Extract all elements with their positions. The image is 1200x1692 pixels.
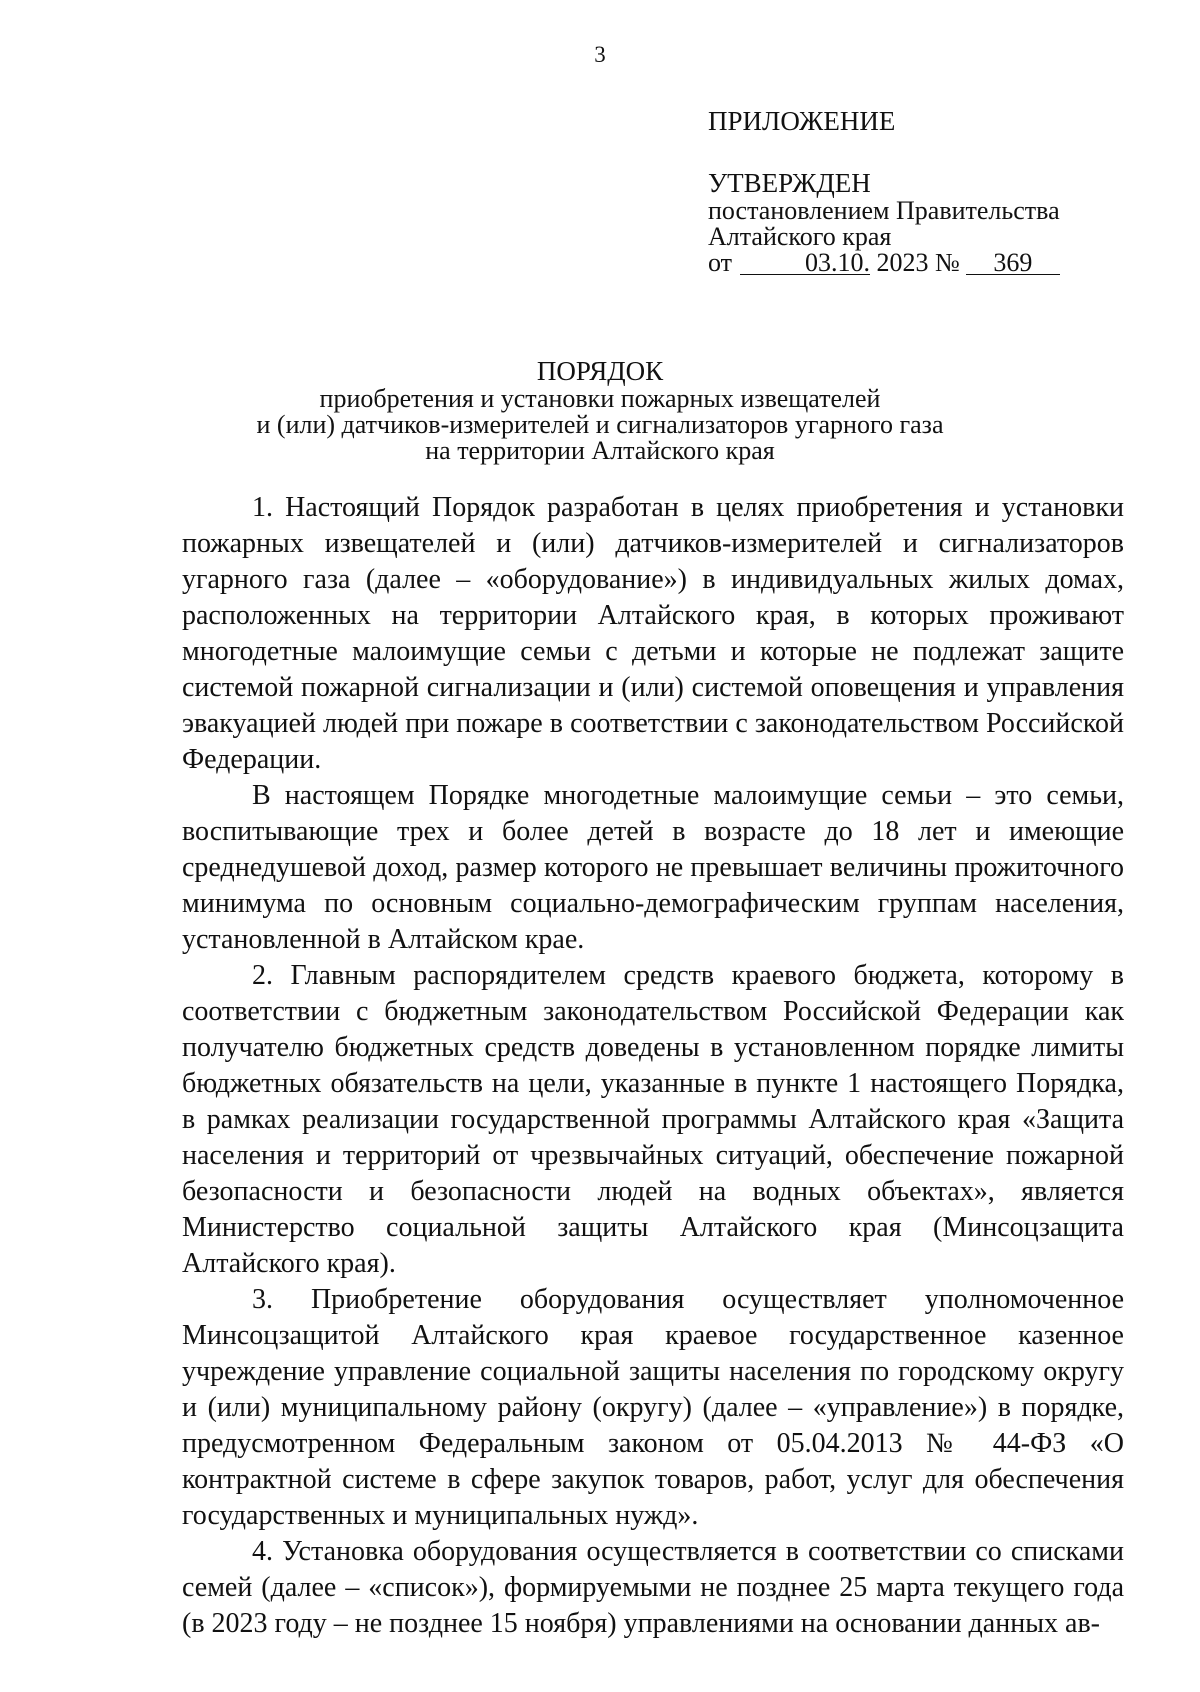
document-title: [0, 356, 1200, 464]
date-value: 03.10.: [740, 252, 870, 275]
appendix-label: ПРИЛОЖЕНИЕ: [708, 106, 896, 136]
year-number-label: 2023 №: [876, 248, 960, 277]
approved-label: УТВЕРЖДЕН: [708, 168, 871, 198]
approval-date-line: [708, 250, 1168, 276]
approval-line-2: Алтайского края: [708, 222, 892, 251]
title-line-3: на территории Алтайского края: [425, 436, 775, 465]
approval-line-1: постановлением Правительства: [708, 196, 1060, 225]
title-line-1: приобретения и установки пожарных извещателей: [319, 384, 881, 413]
date-prefix: от: [708, 248, 733, 277]
title-line-2: и (или) датчиков-измерителей и сигнализаторов угарного газа: [256, 410, 944, 439]
paragraph-3: 2. Главным распорядителем средств краевого бюджета, которому в соответствии с бюджетным законодательством Российской Федерации как получателю бюджетных средств доведены в установленном порядке лимиты бюджетных обязательств на цели, указанные в пункте 1 настоящего Порядка, в рамках реализации государственной программы Алтайского края «Защита населения и территорий от чрезвычайных ситуаций, обеспечение пожарной безопасности и безопасности людей на водных объектах», является Министерство социальной защиты Алтайского края (Минсоцзащита Алтайского края).: [182, 960, 1124, 1279]
document-body: [182, 490, 1124, 1642]
title-heading: ПОРЯДОК: [536, 356, 664, 386]
page-number: 3: [594, 42, 606, 67]
paragraph-1: 1. Настоящий Порядок разработан в целях приобретения и установки пожарных извещателей и (или) датчиков-измерителей и сигнализаторов угарного газа (далее – «оборудование») в индивидуальных жилых домах, расположенных на территории Алтайского края, в которых проживают многодетные малоимущие семьи с детьми и которые не подлежат защите системой пожарной сигнализации и (или) системой оповещения и управления эвакуацией людей при пожаре в соответствии с законодательством Российской Федерации.: [182, 492, 1124, 775]
paragraph-5: 4. Установка оборудования осуществляется в соответствии со списками семей (далее – «список»), формируемыми не позднее 25 марта текущего года (в 2023 году – не позднее 15 ноября) управлениями на основании данных ав-: [182, 1536, 1124, 1639]
decree-number: 369: [966, 252, 1060, 275]
paragraph-4: 3. Приобретение оборудования осуществляет уполномоченное Минсоцзащитой Алтайского края краевое государственное казенное учреждение управление социальной защиты населения по городскому округу и (или) муниципальному району (округу) (далее – «управление») в порядке, предусмотренном Федеральным законом от 05.04.2013 № 44-ФЗ «О контрактной системе в сфере закупок товаров, работ, услуг для обеспечения государственных и муниципальных нужд».: [182, 1284, 1124, 1531]
paragraph-2: В настоящем Порядке многодетные малоимущие семьи – это семьи, воспитывающие трех и более детей в возрасте до 18 лет и имеющие среднедушевой доход, размер которого не превышает величины прожиточного минимума по основным социально-демографическим группам населения, установленной в Алтайском крае.: [182, 780, 1124, 955]
approval-stamp-block: [708, 108, 1168, 276]
